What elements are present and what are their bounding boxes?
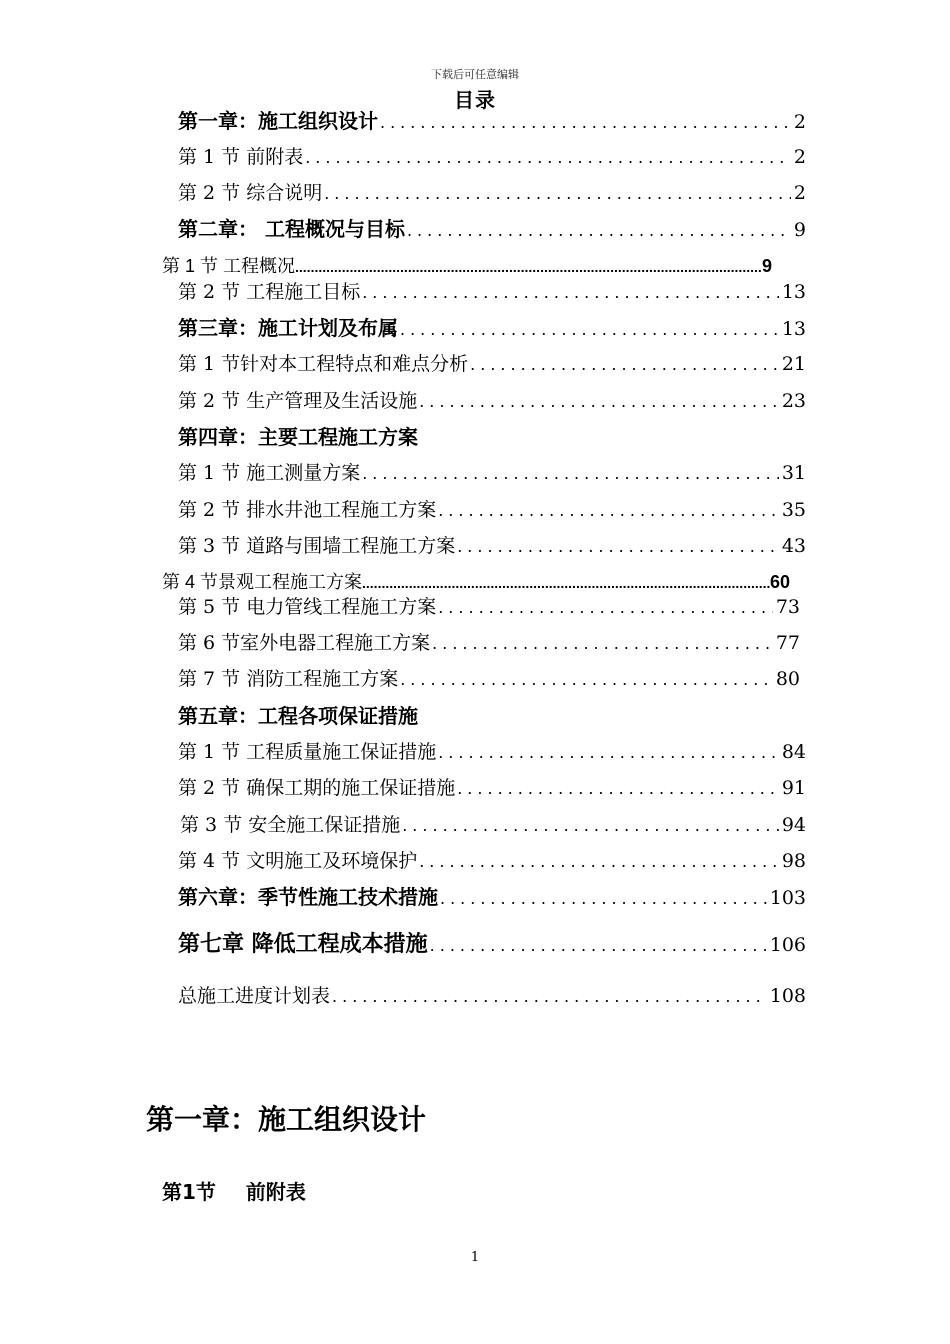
toc-leader-dots (438, 498, 779, 524)
toc-leader-dots (332, 984, 767, 1010)
toc-leader-dots (470, 352, 779, 378)
toc-entry-section[interactable] (178, 460, 806, 487)
toc-leader-dots (457, 776, 779, 802)
toc-entry-label: 第五章：工程各项保证措施 (178, 704, 418, 728)
toc-entry-page: 73 (775, 596, 800, 618)
toc-entry-page: 2 (793, 146, 806, 168)
toc-leader-dots (440, 886, 767, 912)
chapter-heading: 第一章：施工组织设计 (146, 1103, 427, 1136)
toc-leader-dots (432, 631, 773, 657)
section-title: 前附表 (245, 1180, 306, 1204)
toc-entry-page: 84 (781, 741, 806, 763)
header-note: 下载后可任意编辑 (431, 68, 519, 81)
toc-entry-section[interactable] (178, 351, 806, 378)
toc-entry-page: 103 (769, 887, 806, 909)
toc-entry-chapter-7[interactable] (178, 932, 806, 959)
toc-entry-section[interactable] (178, 497, 806, 524)
toc-entry-page: 31 (781, 462, 806, 484)
toc-entry-label: 第一章：施工组织设计 (178, 109, 378, 133)
page-number: 1 (470, 1250, 480, 1265)
toc-entry-section[interactable] (178, 739, 806, 766)
toc-entry-label: 第 6 节室外电器工程施工方案 (178, 632, 431, 654)
toc-entry-label: 总施工进度计划表 (178, 985, 331, 1007)
toc-entry-section[interactable] (178, 388, 806, 415)
toc-entry-label: 第 2 节 生产管理及生活设施 (178, 390, 418, 412)
toc-leader-dots (362, 280, 779, 306)
toc-leader-dots (419, 849, 779, 875)
toc-leader-dots (362, 570, 770, 596)
toc-entry-page: 108 (769, 985, 806, 1007)
toc-entry-page: 94 (781, 814, 806, 836)
toc-leader-dots (438, 740, 779, 766)
toc-entry-schedule[interactable] (178, 983, 806, 1010)
section-number: 第1节 (162, 1180, 216, 1204)
toc-entry-page: 91 (781, 777, 806, 799)
toc-title: 目录 (454, 88, 496, 112)
toc-entry-section[interactable] (178, 279, 806, 306)
toc-leader-dots (457, 534, 779, 560)
toc-entry-chapter-2[interactable] (178, 216, 806, 244)
toc-leader-dots (324, 181, 791, 207)
toc-entry-section[interactable] (162, 253, 772, 280)
toc-entry-label: 第六章：季节性施工技术措施 (178, 885, 438, 909)
toc-entry-label: 第 7 节 消防工程施工方案 (178, 668, 399, 690)
toc-entry-section[interactable] (162, 569, 790, 596)
toc-entry-section[interactable] (178, 775, 806, 802)
toc-entry-section[interactable] (178, 533, 806, 560)
toc-entry-page: 9 (761, 256, 772, 276)
toc-entry-label: 第 2 节 排水井池工程施工方案 (178, 499, 437, 521)
toc-entry-label: 第 3 节 安全施工保证措施 (180, 814, 401, 836)
toc-leader-dots (380, 110, 791, 136)
toc-leader-dots (419, 389, 779, 415)
toc-entry-label: 第 4 节 文明施工及环境保护 (178, 850, 418, 872)
toc-entry-section[interactable] (178, 144, 806, 171)
toc-entry-chapter-4[interactable] (178, 424, 806, 450)
toc-entry-section[interactable] (178, 594, 800, 621)
toc-entry-section[interactable] (178, 630, 800, 657)
toc-entry-page: 77 (775, 632, 800, 654)
toc-leader-dots (400, 317, 779, 343)
section-heading (162, 1176, 306, 1205)
toc-entry-label: 第 4 节景观工程施工方案 (162, 572, 363, 592)
toc-leader-dots (295, 254, 762, 280)
toc-entry-page: 106 (769, 934, 806, 956)
toc-leader-dots (438, 595, 773, 621)
toc-entry-label: 第七章 降低工程成本措施 (178, 932, 428, 957)
toc-entry-chapter-1[interactable] (178, 108, 806, 136)
toc-leader-dots (400, 667, 773, 693)
toc-entry-label: 第 5 节 电力管线工程施工方案 (178, 596, 437, 618)
toc-leader-dots (430, 933, 767, 959)
toc-entry-label: 第 2 节 工程施工目标 (178, 281, 361, 303)
toc-entry-chapter-3[interactable] (178, 315, 806, 343)
toc-entry-chapter-5[interactable] (178, 703, 806, 729)
toc-entry-page: 43 (781, 535, 806, 557)
toc-entry-page: 13 (781, 318, 806, 340)
toc-entry-label: 第 1 节 工程质量施工保证措施 (178, 741, 437, 763)
toc-entry-label: 第 1 节 工程概况 (162, 256, 296, 276)
toc-leader-dots (407, 218, 791, 244)
toc-leader-dots (362, 461, 779, 487)
toc-entry-label: 第 2 节 综合说明 (178, 182, 323, 204)
toc-entry-section[interactable] (178, 848, 806, 875)
toc-entry-label: 第 1 节针对本工程特点和难点分析 (178, 353, 469, 375)
toc-entry-section[interactable] (178, 666, 800, 693)
toc-leader-dots (305, 145, 791, 171)
toc-leader-dots (402, 813, 779, 839)
toc-entry-page: 13 (781, 281, 806, 303)
toc-entry-page: 80 (775, 668, 800, 690)
toc-entry-page: 98 (781, 850, 806, 872)
toc-entry-page: 9 (793, 219, 806, 241)
toc-entry-page: 23 (781, 390, 806, 412)
toc-entry-label: 第 2 节 确保工期的施工保证措施 (178, 777, 456, 799)
toc-entry-page: 21 (781, 353, 806, 375)
toc-entry-section[interactable] (180, 812, 806, 839)
toc-entry-label: 第三章：施工计划及布属 (178, 316, 398, 340)
toc-entry-label: 第 1 节 前附表 (178, 146, 304, 168)
toc-entry-section[interactable] (178, 180, 806, 207)
toc-entry-page: 60 (769, 572, 790, 592)
toc-entry-label: 第 1 节 施工测量方案 (178, 462, 361, 484)
toc-entry-label: 第四章：主要工程施工方案 (178, 425, 418, 449)
toc-entry-page: 2 (793, 111, 806, 133)
toc-entry-label: 第二章： 工程概况与目标 (178, 217, 405, 241)
toc-entry-label: 第 3 节 道路与围墙工程施工方案 (178, 535, 456, 557)
toc-entry-chapter-6[interactable] (178, 884, 806, 912)
toc-entry-page: 2 (793, 182, 806, 204)
toc-entry-page: 35 (781, 499, 806, 521)
